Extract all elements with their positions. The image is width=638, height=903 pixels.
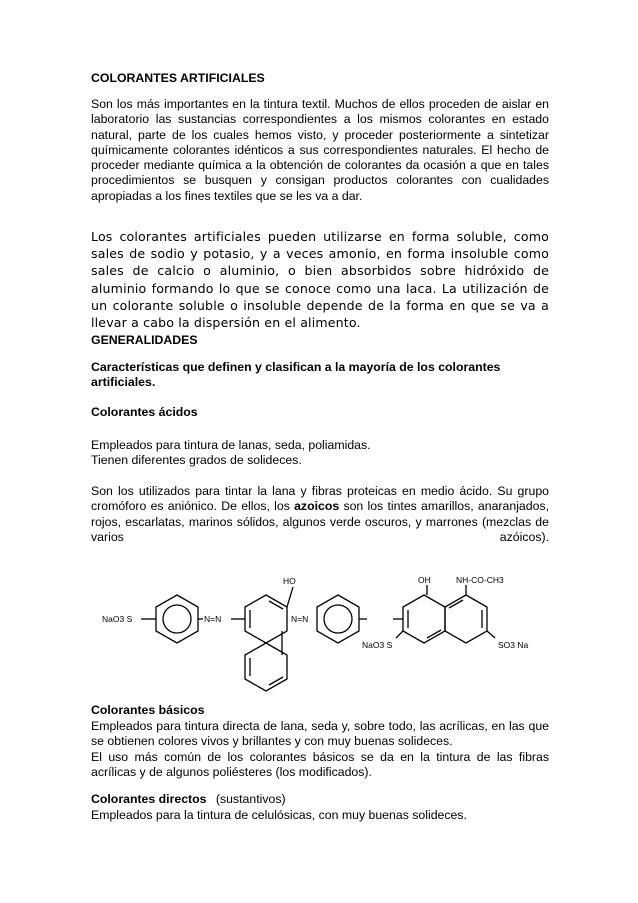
generalities-subheading: Características que definen y clasifican a la mayoría de los colorantes artificiales. xyxy=(91,360,501,389)
label-azo-2: N=N xyxy=(291,614,309,624)
acid-dyes-paragraph xyxy=(91,484,549,545)
acid-dyes-paragraph-start: Son los utilizados para tintar la lana y fibras proteicas en medio ácido. Su grupo cromóforo es aniónico. De ellos, los xyxy=(91,484,549,514)
basic-dyes-paragraph-2: El uso más común de los colorantes básicos se da en la tintura de las fibras acrílicas y de algunos poliésteres (los modificados). xyxy=(91,750,549,780)
acid-dyes-heading: Colorantes ácidos xyxy=(91,405,198,419)
label-naso3-left: NaO3 S xyxy=(102,614,133,624)
label-so3na: SO3 Na xyxy=(498,640,529,650)
direct-dyes-heading-line xyxy=(91,792,549,807)
usage-paragraph: Los colorantes artificiales pueden utilizarse en forma soluble, como sales de sodio y potasio, y a veces amonio, en forma insoluble como sales de calcio o aluminio, o bien absorbidos sobre hidróxido de aluminio formando lo que se conoce como una laca. La utilización de un colorante soluble o insoluble depende de la forma en que se va a llevar a cabo la dispersión en el alimento. xyxy=(91,229,549,331)
document-title: COLORANTES ARTIFICIALES xyxy=(91,71,265,85)
acid-dyes-line-2: Tienen diferentes grados de solideces. xyxy=(91,453,302,468)
acid-dyes-line-1: Empleados para tintura de lanas, seda, poliamidas. xyxy=(91,438,371,452)
label-azo-1: N=N xyxy=(204,614,222,624)
azoicos-term: azoicos xyxy=(294,499,340,514)
label-nhcoch3: NH-CO-CH3 xyxy=(456,575,504,585)
generalities-heading: GENERALIDADES xyxy=(91,333,198,347)
label-oh: OH xyxy=(418,575,431,585)
intro-paragraph: Son los más importantes en la tintura textil. Muchos de ellos proceden de aislar en laboratorio las sustancias correspondientes a los mismos colorantes en estado natural, parte de los cuales hemos visto, y proceder posteriormente a sintetizar químicamente colorantes idénticos a sus correspondientes naturales. El hecho de proceder mediante química a la obtención de colorantes da ocasión a que en tales procedimientos se busquen y consigan productos colorantes con cualidades apropiadas a los fines textiles que se les va a dar. xyxy=(91,97,549,203)
azo-dye-structures xyxy=(100,570,560,710)
structure-labels xyxy=(102,575,529,650)
acid-dyes-paragraph-end: son los tintes amarillos, anaranjados, rojos, escarlatas, marinos sólidos, algunos verde oscuros, y marrones (mezclas de varios azóicos). xyxy=(91,499,550,544)
acid-dyes-intro xyxy=(91,438,549,469)
direct-dyes-heading: Colorantes directos xyxy=(91,792,207,806)
structure-bonds xyxy=(141,585,495,691)
direct-dyes-note: (sustantivos) xyxy=(215,792,286,806)
direct-dyes-line-1: Empleados para la tintura de celulósicas, con muy buenas solideces. xyxy=(91,808,467,822)
label-naso3-mid: NaO3 S xyxy=(362,640,393,650)
label-ho: HO xyxy=(283,576,296,586)
basic-dyes-heading: Colorantes básicos xyxy=(91,703,205,717)
basic-dyes-paragraph-1: Empleados para tintura directa de lana, seda y, sobre todo, las acrílicas, en las que se obtienen colores vivos y brillantes y con muy buenas solideces. xyxy=(91,719,549,749)
